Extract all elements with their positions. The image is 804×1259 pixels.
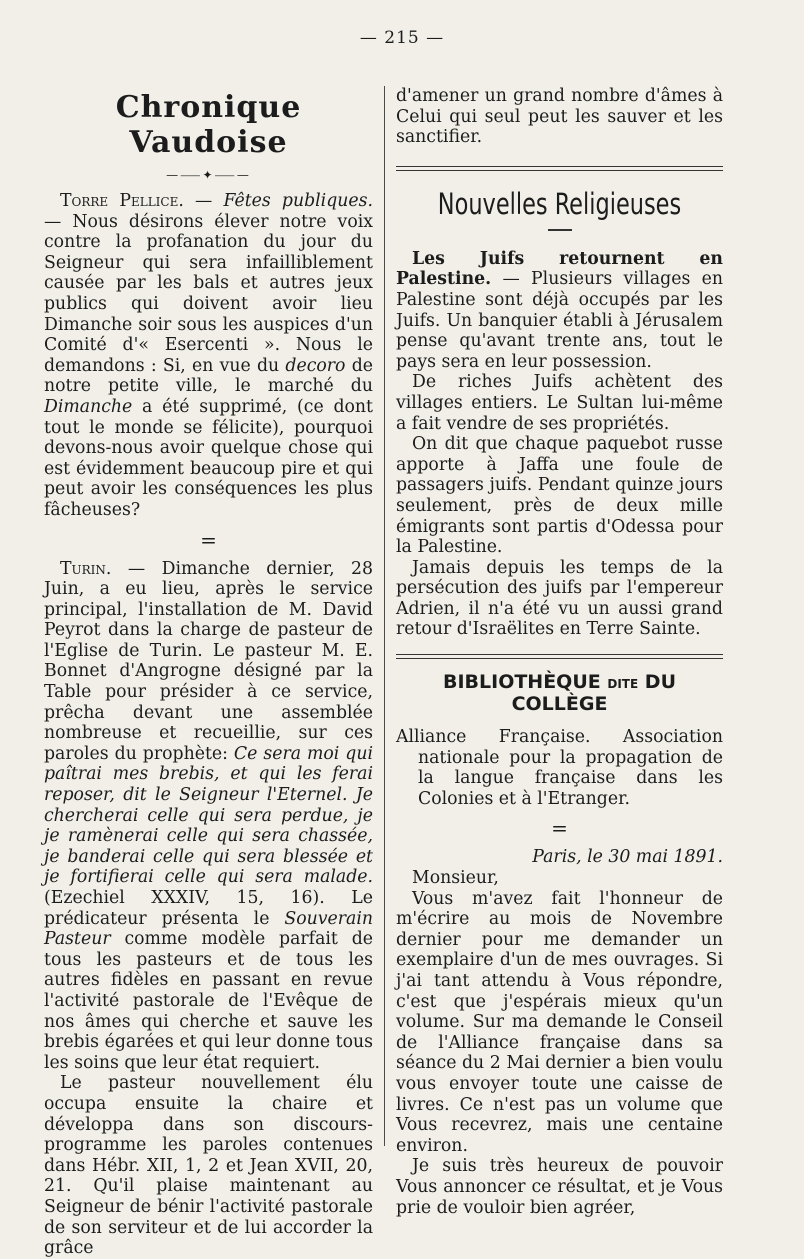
section-rule [396, 654, 723, 659]
section-title-chronique: Chronique Vaudoise [115, 90, 302, 160]
article-subtitle: Fêtes publiques. [223, 191, 373, 211]
news-paragraph: Jamais depuis les temps de la persécution des juifs par l'empereur Adrien, il n'a été vu un aussi grand retour d'Israëlites en Terre Sainte. [396, 557, 723, 640]
news-paragraph: On dit que chaque paquebot russe apporte à Jaffa une foule de passagers juifs. Pendant quinze jours seulement, près de deux mille émigrants sont partis d'Odessa pour la Palestine. [396, 434, 723, 558]
letter-body: Je suis très heureux de pouvoir Vous annoncer ce résultat, et je Vous prie de vouloir bien agréer, [396, 1156, 723, 1218]
section-rule [396, 166, 723, 171]
scripture-quote: Ce sera moi qui paîtrai mes brebis, et qui les ferai reposer, dit le Seigneur l'Eternel. Je chercherai celle qui sera perdue, je je ramènerai celle qui sera chassée, je banderai celle qui sera blessée et je fortifierai celle qui sera malade. [44, 743, 373, 888]
article-turin-continued: Le pasteur nouvellement élu occupa ensuite la chaire et développa dans son discours-programme les paroles contenues dans Hébr. XII, 1, 2 et Jean XVII, 20, 21. Qu'il plaise maintenant au Seigneur de bénir l'activité pastorale de son serviteur et de lui accorder la grâce [44, 1073, 373, 1259]
article-turin: Turin. — Dimanche dernier, 28 Juin, a eu lieu, après le service principal, l'installation de M. David Peyrot dans la charge de pasteur de l'Eglise de Turin. Le pasteur M. E. Bonnet d'Angrogne désigné par la Table pour présider à ce service, prêcha devant une assemblée nombreuse et recueillie, sur ces paroles du prophète: Ce sera moi qui paîtrai mes brebis, et qui les ferai reposer, dit le Seigneur l'Eternel. Je chercherai celle qui sera perdue, je je ramènerai celle qui sera chassée, je banderai celle qui sera blessée et je fortifierai celle qui sera malade. (Ezechiel XXXIV, 15, 16). Le prédicateur présenta le Souverain Pasteur comme modèle parfait de tous les pasteurs et de tous les autres fidèles en passant en revue l'activité pastorale de l'Evêque de nos âmes qui cherche et sauve les brebis égarées et qui leur donne tous les soins que leur état requiert. [44, 558, 373, 1073]
alliance-francaise-entry: Alliance Française. Association nationale pour la propagation de la langue française dans les Colonies et à l'Etranger. [396, 727, 723, 809]
letter-salutation: Monsieur, [412, 868, 499, 889]
column-divider [384, 86, 385, 1146]
separator: = [200, 527, 217, 552]
letter-dateline: Paris, le 30 mai 1891. [532, 847, 723, 868]
section-title-bibliotheque: BIBLIOTHÈQUE DITE DU COLLÈGE [442, 671, 677, 716]
place-name: Turin. [60, 558, 112, 579]
place-name: Torre Pellice. [60, 191, 184, 211]
letter-body: Vous m'avez fait l'honneur de m'écrire au mois de Novembre dernier pour me demander un exemplaire d'un de mes ouvrages. Si j'ai tant attendu à Vous répondre, c'est que j'espérais mieux qu'un volume. Sur ma demande le Conseil de l'Alliance française dans sa séance du 2 Mai dernier a bien voulu vous envoyer toute une caisse de livres. Ce n'est pas un volume que Vous recevrez, mais une centaine environ. [396, 888, 723, 1156]
title-rule [548, 229, 572, 231]
continued-text: d'amener un grand nombre d'âmes à Celui qui seul peut les sauver et les sanctifier. [396, 86, 723, 148]
page-number: — 215 — [359, 28, 445, 48]
separator: = [551, 816, 568, 841]
article-torre-pellice: Torre Pellice. — Fêtes publiques. — Nous désirons élever notre voix contre la profanation du jour du Seigneur qui sera infailliblement causée par les bals et autres jeux publics qui doivent avoir lieu Dimanche soir sous les auspices d'un Comité d'« Esercenti ». Nous le demandons : Si, en vue du decoro de notre petite ville, le marché du Dimanche a été supprimé, (ce dont tout le monde se félicite), pourquoi devons-nous avoir quelque chose qui est évidemment beaucoup pire et qui peut avoir les conséquences les plus fâcheuses? [44, 191, 373, 520]
news-juifs: Les Juifs retournent en Palestine. — Plusieurs villages en Palestine sont déjà occupés par les Juifs. Un banquier établi à Jérusalem pense qu'avant trente ans, tout le pays sera en leur possession. [396, 248, 723, 372]
news-paragraph: De riches Juifs achètent des villages entiers. Le Sultan lui-même a fait vendre de ses propriétés. [396, 372, 723, 434]
right-column [396, 86, 723, 1218]
left-column [44, 86, 373, 1259]
news-headline: Les Juifs retournent en Palestine. [396, 248, 723, 290]
title-ornament: —⸺✦⸺— [166, 168, 251, 182]
section-title-nouvelles: Nouvelles Religieuses [437, 186, 682, 221]
